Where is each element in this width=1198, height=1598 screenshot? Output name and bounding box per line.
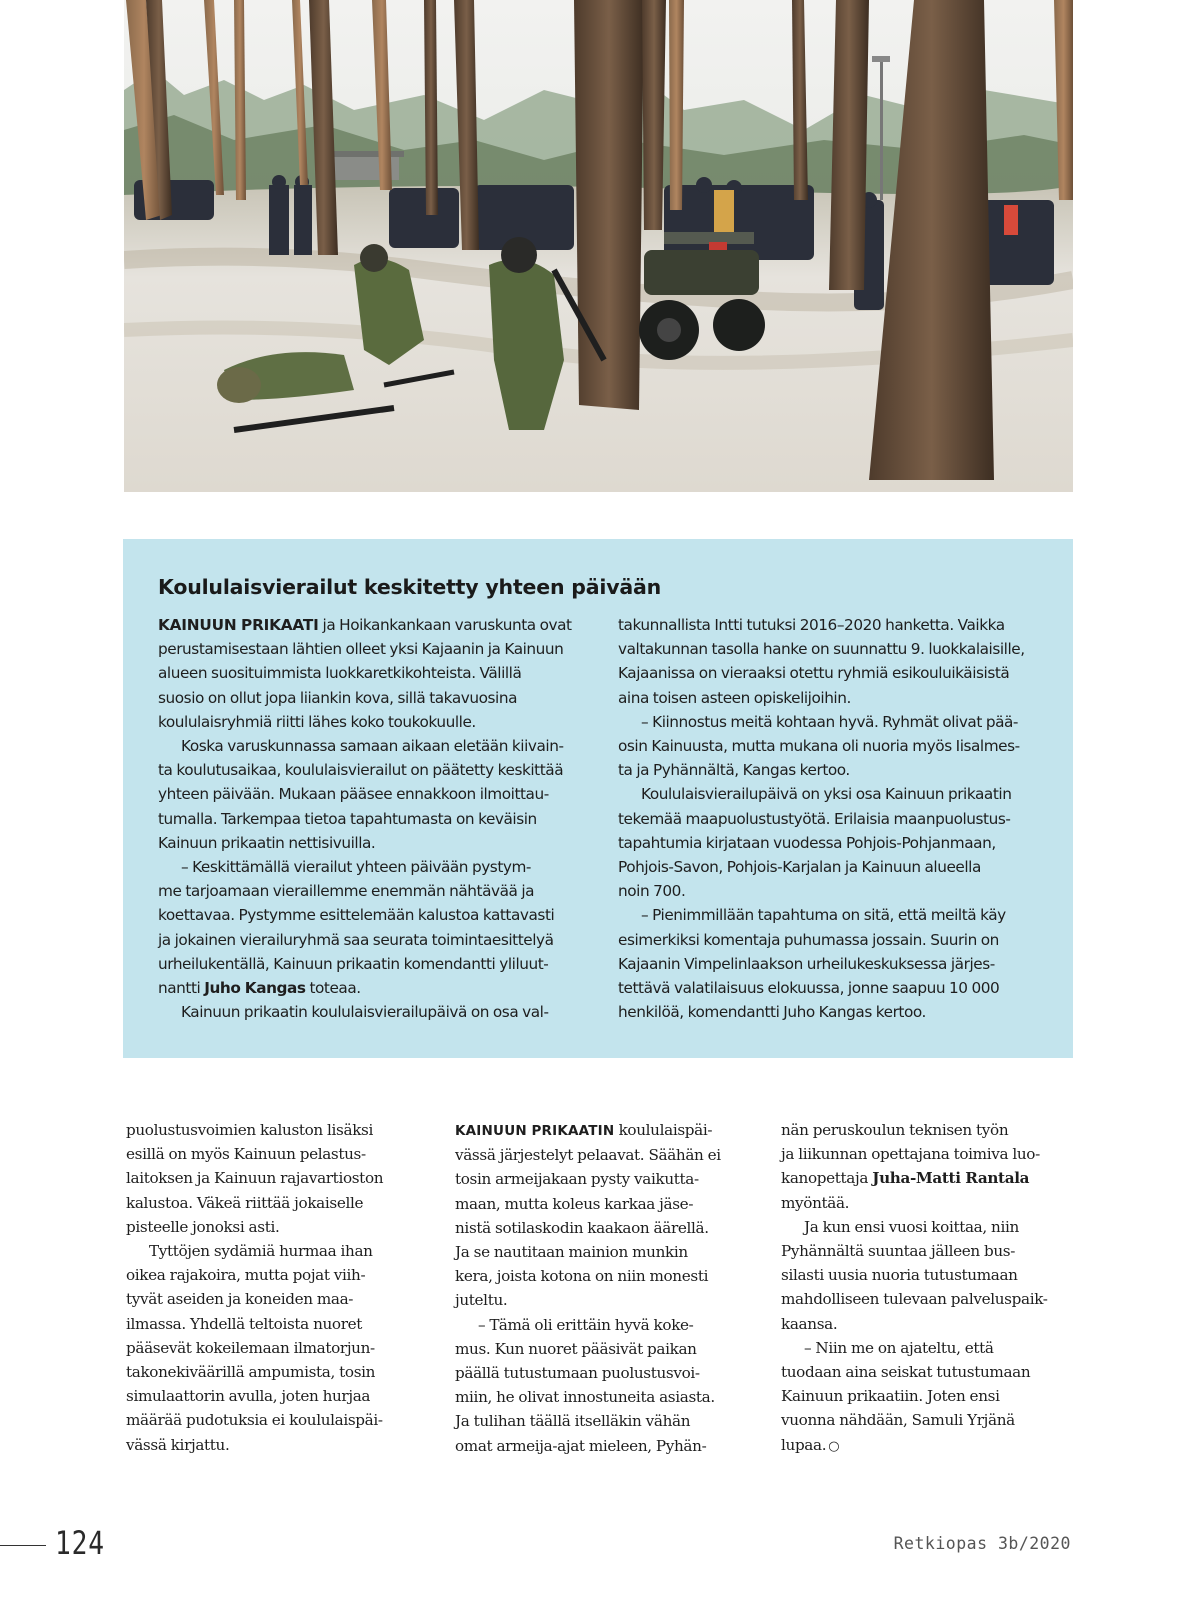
text-line: – Tämä oli erittäin hyvä koke- [478, 1315, 694, 1334]
text-line: tapahtumia kirjataan vuodessa Pohjois-Pohjanmaan, [618, 833, 996, 852]
text-line: juteltu. [455, 1291, 508, 1310]
text-line: koettavaa. Pystymme esittelemään kalustoa kattavasti [158, 906, 555, 925]
text-line: Kainuun prikaatiin. Joten ensi [781, 1387, 1000, 1406]
text-line: simulaattorin avulla, joten hurjaa [126, 1387, 371, 1406]
text-line: yhteen päivään. Mukaan pääsee ennakkoon ilmoittau- [158, 785, 549, 804]
text-line: miin, he olivat innostuneita asiasta. [455, 1388, 715, 1407]
text-line: nistä sotilaskodin kaakaon äärellä. [455, 1218, 709, 1237]
magazine-issue: Retkiopas 3b/2020 [893, 1534, 1071, 1553]
text-line: koululaisryhmiä riitti lähes koko toukokuulle. [158, 712, 476, 731]
text-line: tumalla. Tarkempaa tietoa tapahtumasta on keväisin [158, 809, 537, 828]
text-line: takonekiväärillä ampumista, tosin [126, 1363, 376, 1382]
sidebar-column-2 [618, 613, 1038, 1024]
footer-rule [0, 1545, 46, 1546]
text-line: kera, joista kotona on niin monesti [455, 1267, 709, 1286]
article-photo [124, 0, 1073, 492]
body-column-1 [126, 1118, 426, 1457]
end-of-article-icon: ○ [828, 1438, 840, 1454]
text-line: puolustusvoimien kaluston lisäksi [126, 1121, 374, 1139]
text-line: ja jokainen vierailuryhmä saa seurata toimintaesittelyä [158, 930, 554, 949]
lead-caps: KAINUUN PRIKAATIN [455, 1123, 615, 1139]
text-line: lupaa. ○ [781, 1435, 840, 1454]
text-line: oikea rajakoira, mutta pojat viih- [126, 1266, 366, 1285]
text-line: tettävä valatilaisuus elokuussa, jonne saapuu 10 000 [618, 979, 1000, 998]
text-line: Kajaanin Vimpelinlaakson urheilukeskuksessa järjes- [618, 954, 995, 973]
text-line: kalustoa. Väkeä riittää jokaiselle [126, 1193, 364, 1212]
text-line: esimerkiksi komentaja puhumassa jossain. Suurin on [618, 930, 999, 949]
text-line: tyvät aseiden ja koneiden maa- [126, 1290, 354, 1309]
text-line: Kainuun prikaatin nettisivuilla. [158, 833, 376, 852]
text-line: määrää pudotuksia ei koululaispäi- [126, 1411, 383, 1430]
text-line: – Keskittämällä vierailut yhteen päivään pystym- [181, 858, 532, 877]
text-line: aina toisen asteen opiskelijoihin. [618, 688, 851, 707]
text-line: Ja kun ensi vuosi koittaa, niin [804, 1217, 1019, 1236]
text-line: esillä on myös Kainuun pelastus- [126, 1145, 366, 1164]
person-name: Juho Kangas [204, 979, 306, 998]
forest-scene-illustration [124, 0, 1073, 492]
sidebar-box [123, 539, 1073, 1058]
text-line: kaansa. [781, 1314, 838, 1333]
text-line: KAINUUN PRIKAATIN koululaispäi- [455, 1121, 713, 1139]
sidebar-title: Koululaisvierailut keskitetty yhteen päivään [158, 575, 662, 599]
sidebar-column-1 [158, 613, 578, 1024]
text-line: me tarjoamaan vieraillemme enemmän nähtävää ja [158, 882, 535, 901]
text-line: – Pienimmillään tapahtuma on sitä, että meiltä käy [641, 906, 1006, 925]
text-line: Tyttöjen sydämiä hurmaa ihan [149, 1242, 373, 1261]
text-line: tosin armeijakaan pysty vaikutta- [455, 1170, 699, 1189]
text-line: perustamisestaan lähtien olleet yksi Kajaanin ja Kainuun [158, 640, 564, 659]
text-line: pääsevät kokeilemaan ilmatorjun- [126, 1338, 375, 1357]
text-line: noin 700. [618, 882, 686, 901]
text-line: pisteelle jonoksi asti. [126, 1217, 280, 1236]
page-number: 124 [55, 1524, 105, 1562]
text-line: mus. Kun nuoret pääsivät paikan [455, 1339, 697, 1358]
text-line: ta ja Pyhännältä, Kangas kertoo. [618, 761, 850, 780]
text-line: vuonna nähdään, Samuli Yrjänä [781, 1411, 1015, 1430]
text-line: kanopettaja Juha-Matti Rantala [781, 1169, 1030, 1188]
text-line: urheilukentällä, Kainuun prikaatin komendantti yliluut- [158, 954, 549, 973]
text-line: Pyhännältä suuntaa jälleen bus- [781, 1242, 1016, 1261]
text-line: takunnallista Intti tutuksi 2016–2020 hanketta. Vaikka [618, 616, 1005, 634]
person-name: Juha-Matti Rantala [872, 1169, 1030, 1188]
body-column-3 [781, 1118, 1081, 1459]
text-line: Kajaanissa on vieraaksi otettu ryhmiä esikouluikäisistä [618, 664, 1010, 683]
text-line: nän peruskoulun teknisen työn [781, 1121, 1009, 1139]
text-line: laitoksen ja Kainuun rajavartioston [126, 1169, 384, 1188]
text-line: alueen suosituimmista luokkaretkikohteista. Välillä [158, 664, 522, 683]
text-line: Koska varuskunnassa samaan aikaan eletään kiivain- [181, 737, 564, 756]
text-line: ja liikunnan opettajana toimiva luo- [781, 1145, 1040, 1164]
text-line: nantti Juho Kangas toteaa. [158, 979, 361, 998]
text-line: suosio on ollut jopa liiankin kova, sillä takavuosina [158, 688, 517, 707]
text-line: tuodaan aina seiskat tutustumaan [781, 1363, 1031, 1382]
text-line: valtakunnan tasolla hanke on suunnattu 9. luokkalaisille, [618, 640, 1025, 659]
text-line: ilmassa. Yhdellä teltoista nuoret [126, 1314, 363, 1333]
text-line: vässä kirjattu. [126, 1435, 230, 1454]
text-line: henkilöä, komendantti Juho Kangas kertoo. [618, 1003, 926, 1022]
text-line: omat armeija-ajat mieleen, Pyhän- [455, 1436, 707, 1455]
text-line: päällä tutustumaan puolustusvoi- [455, 1364, 700, 1383]
text-line: mahdolliseen tulevaan palveluspaik- [781, 1290, 1048, 1309]
text-line: osin Kainuusta, mutta mukana oli nuoria myös Iisalmes- [618, 737, 1020, 756]
text-line: – Niin me on ajateltu, että [804, 1338, 994, 1357]
text-line: Pohjois-Savon, Pohjois-Karjalan ja Kainuun alueella [618, 858, 981, 877]
text-line: Ja se nautitaan mainion munkin [455, 1243, 688, 1262]
text-line: vässä järjestelyt pelaavat. Säähän ei [455, 1146, 721, 1165]
text-line: Koululaisvierailupäivä on yksi osa Kainuun prikaatin [641, 785, 1012, 804]
body-column-2 [455, 1118, 755, 1458]
text-line: silasti uusia nuoria tutustumaan [781, 1266, 1018, 1285]
lead-caps: KAINUUN PRIKAATI [158, 616, 319, 634]
text-line: tekemää maapuolustustyötä. Erilaisia maanpuolustus- [618, 809, 1011, 828]
text-line: myöntää. [781, 1193, 850, 1212]
text-line: – Kiinnostus meitä kohtaan hyvä. Ryhmät olivat pää- [641, 712, 1018, 731]
sidebar-paragraph-line: KAINUUN PRIKAATI ja Hoikankankaan varuskunta ovat [158, 616, 572, 634]
text-line: ta koulutusaikaa, koululaisvierailut on päätetty keskittää [158, 761, 564, 780]
text-line: Kainuun prikaatin koululaisvierailupäivä on osa val- [181, 1003, 549, 1022]
text-line: maan, mutta koleus karkaa jäse- [455, 1194, 694, 1213]
text-line: Ja tulihan täällä itselläkin vähän [455, 1412, 691, 1431]
